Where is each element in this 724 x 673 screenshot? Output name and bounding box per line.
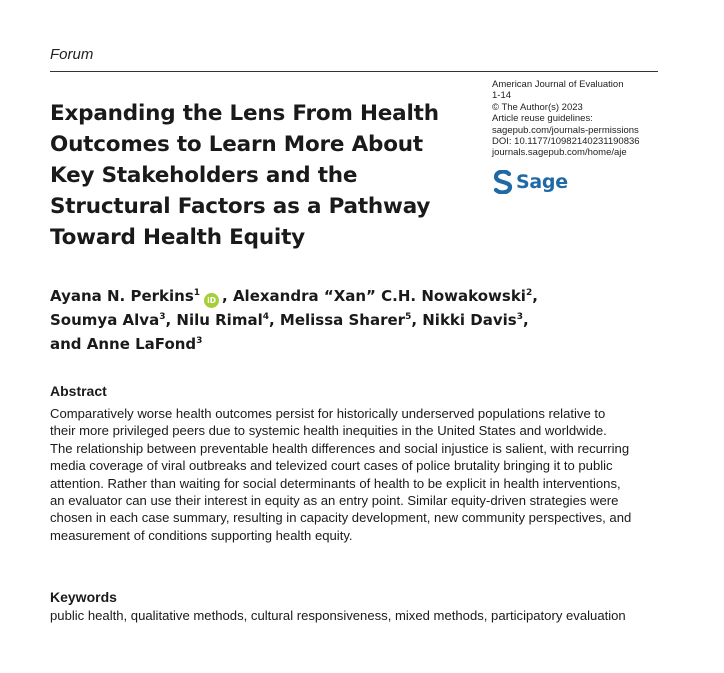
affiliation-sup: 4: [262, 312, 269, 322]
affiliation-sup: 2: [525, 288, 533, 298]
author-name: , Nilu Rimal: [165, 311, 263, 329]
header-rule: [50, 71, 658, 72]
affiliation-sup: 3: [516, 312, 523, 322]
doi-link[interactable]: DOI: 10.1177/10982140231190836: [492, 136, 640, 148]
copyright: © The Author(s) 2023: [492, 101, 583, 113]
affiliation-sup: 3: [159, 312, 166, 322]
title-line: Expanding the Lens From Health: [50, 101, 439, 126]
abstract-heading: Abstract: [50, 383, 107, 399]
orcid-icon[interactable]: iD: [204, 293, 219, 308]
affiliation-sup: 3: [196, 336, 203, 346]
separator: ,: [532, 287, 538, 305]
author-line: [50, 308, 650, 332]
abstract-line: The relationship between preventable health differences and social injustice is salient, with recurring: [50, 440, 630, 456]
reuse-link[interactable]: sagepub.com/journals-permissions: [492, 124, 639, 136]
journal-name: American Journal of Evaluation: [492, 79, 624, 90]
abstract-body: [50, 405, 670, 544]
title-line: Outcomes to Learn More About: [50, 132, 423, 157]
author-name: , Alexandra “Xan” C.H. Nowakowski: [222, 287, 526, 305]
sage-logo: [493, 170, 568, 194]
article-title: [50, 98, 480, 253]
abstract-line: media coverage of viral outbreaks and televized court cases of police brutality bringing it to public: [50, 458, 613, 474]
title-line: Key Stakeholders and the: [50, 163, 358, 188]
abstract-line: Comparatively worse health outcomes persist for historically underserved populations relative to: [50, 406, 606, 421]
section-label: Forum: [50, 46, 94, 63]
abstract-line: attention. Rather than waiting for social determinants of health to be explicit in health interventions,: [50, 475, 621, 491]
keywords-heading: Keywords: [50, 589, 117, 605]
author-name: , Nikki Davis: [411, 311, 517, 329]
author-name: Soumya Alva: [50, 311, 160, 329]
affiliation-sup: 1: [193, 288, 201, 298]
author-list: [50, 284, 650, 356]
abstract-line: their more privileged peers due to systemic health inequities in the United States and worldwide.: [50, 423, 607, 439]
abstract-line: chosen in each case summary, resulting in capacity development, new community perspectives, and: [50, 510, 632, 526]
reuse-label: Article reuse guidelines:: [492, 113, 593, 125]
sage-wordmark: Sage: [516, 171, 568, 193]
title-line: Toward Health Equity: [50, 225, 305, 250]
author-name: , Melissa Sharer: [268, 311, 406, 329]
keywords-list: public health, qualitative methods, cultural responsiveness, mixed methods, participatory evaluation: [50, 608, 626, 623]
author-line: [50, 332, 650, 356]
author-name: and Anne LaFond: [50, 335, 197, 353]
page-range: 1-14: [492, 90, 512, 102]
author-name: Ayana N. Perkins: [50, 287, 194, 305]
abstract-line: an evaluator can use their interest in equity as an entry point. Similar equity-driven strategies were: [50, 493, 619, 509]
separator: ,: [522, 311, 529, 329]
journal-meta: [492, 79, 672, 159]
abstract-line: measurement of conditions supporting health equity.: [50, 527, 353, 543]
affiliation-sup: 5: [405, 312, 412, 322]
journal-link[interactable]: journals.sagepub.com/home/aje: [492, 147, 627, 159]
author-line: [50, 284, 650, 308]
sage-s-icon: [493, 170, 513, 194]
title-line: Structural Factors as a Pathway: [50, 194, 431, 219]
